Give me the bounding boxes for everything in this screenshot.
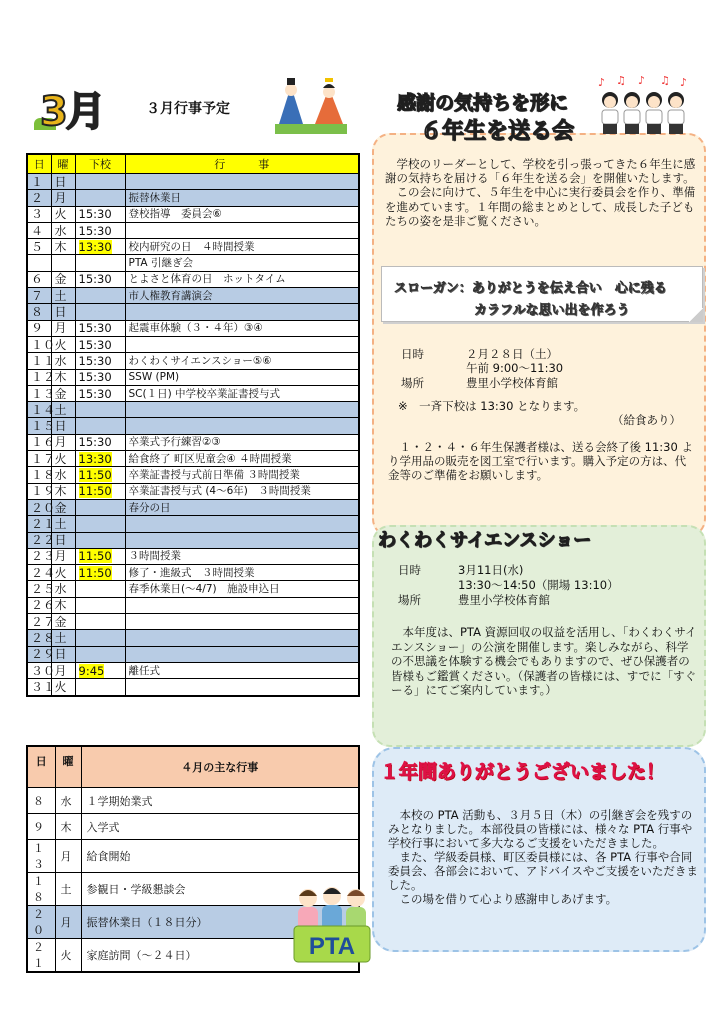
weekday-cell: 土 [51,288,75,304]
header-date: 日 [27,746,55,788]
dismissal-time-cell [75,597,125,613]
date-cell: １９ [27,483,51,499]
event-cell [125,336,359,352]
table-header [27,154,359,174]
dismissal-time-cell [75,222,125,238]
weekday-cell: 木 [51,597,75,613]
table-row [27,679,359,696]
event-cell [125,532,359,548]
weekday-cell: 水 [51,353,75,369]
date-cell: ９ [27,320,51,336]
page-title: ３月行事予定 [146,101,230,117]
date-cell: ６ [27,271,51,287]
event-cell: 修了・進級式 ３時間授業 [125,565,359,581]
weekday-cell: 木 [51,239,75,255]
date-cell: ２７ [27,614,51,630]
weekday-cell: 水 [51,222,75,238]
dismissal-time-cell [75,271,125,287]
event-cell: SSW (PM) [125,369,359,385]
send-off-place-label: 場所 [401,376,424,390]
date-cell: ２３ [27,548,51,564]
dismissal-time-cell [75,418,125,434]
event-cell: とよさと体育の日 ホットタイム [125,271,359,287]
weekday-cell: 月 [55,906,81,939]
singing-children-icon [594,74,694,136]
weekday-cell: 日 [51,174,75,190]
table-row [27,369,359,385]
table-header [27,746,359,788]
table-row [27,304,359,320]
send-off-text [385,157,697,228]
event-cell: 振替休業日 [125,190,359,206]
dismissal-time: 15:30 [78,353,112,368]
svg-text:♫: ♫ [660,74,670,87]
send-off-place: 豊里小学校体育館 [466,376,558,390]
date-cell: １３ [27,385,51,401]
science-date-label: 日時 [398,563,421,577]
event-cell [125,418,359,434]
pta-label: PTA [308,933,356,960]
table-row [27,630,359,646]
table-row [27,532,359,548]
date-cell: ８ [27,304,51,320]
weekday-cell: 土 [51,516,75,532]
event-cell [125,516,359,532]
date-cell: ７ [27,288,51,304]
thanks-text [388,808,698,906]
weekday-cell: 金 [51,271,75,287]
event-cell: 入学式 [81,814,359,840]
dismissal-time: 11:50 [78,549,112,564]
table-row [27,565,359,581]
event-cell: 登校指導 委員会⑥ [125,206,359,222]
weekday-cell: 金 [51,499,75,515]
guardian-note: １・２・４・６年生保護者様は、送る会終了後 11:30 より学用品の販売を図工室で行います。購入予定の方は、代金等のご準備をお願いします。 [388,440,693,483]
dismissal-time-cell [75,467,125,483]
dismissal-time: 15:30 [78,337,112,352]
dismissal-time-cell [75,255,125,271]
thanks-paragraph: この場を借りて心より感謝申しあげます。 [388,892,618,906]
weekday-cell: 月 [51,662,75,678]
table-row [27,840,359,873]
table-row [27,597,359,613]
table-row [27,646,359,662]
date-cell: ２ [27,190,51,206]
event-cell: 市人権教育講演会 [125,288,359,304]
date-cell: ４ [27,222,51,238]
dismissal-time-cell [75,369,125,385]
weekday-cell: 月 [51,548,75,564]
march-schedule-table [26,153,360,697]
weekday-cell [51,255,75,271]
dismissal-time-cell [75,385,125,401]
send-off-title-line1: 感謝の気持ちを形に [397,92,569,114]
event-cell [125,679,359,696]
table-row [27,581,359,597]
hina-dolls-icon [271,76,351,136]
weekday-cell: 月 [51,190,75,206]
send-off-note: ※ 一斉下校は 13:30 となります。 [398,399,586,413]
header-events: 行 事 [125,154,359,174]
table-row [27,499,359,515]
dismissal-time-cell [75,516,125,532]
table-row [27,190,359,206]
event-cell: 起震車体験（３・４年）③④ [125,320,359,336]
dismissal-time: 11:50 [78,467,112,482]
event-cell: 給食開始 [81,840,359,873]
slogan-line2: カラフルな思い出を作ろう [474,303,630,318]
weekday-cell: 日 [51,304,75,320]
dismissal-time-cell [75,679,125,696]
svg-text:♪: ♪ [680,76,688,89]
date-cell: ５ [27,239,51,255]
table-row [27,271,359,287]
dismissal-time-cell [75,353,125,369]
dismissal-time: 13:30 [78,239,112,254]
event-cell: 卒業式予行練習②③ [125,434,359,450]
date-cell: ２０ [27,499,51,515]
event-cell: 卒業証書授与式 (4～6年) ３時間授業 [125,483,359,499]
event-cell: 振替休業日（１８日分） [81,906,359,939]
header-weekday: 曜 [51,154,75,174]
svg-text:♪: ♪ [638,74,646,87]
dismissal-time-cell [75,646,125,662]
table-row [27,788,359,814]
weekday-cell: 火 [55,939,81,973]
table-row [27,614,359,630]
weekday-cell: 木 [55,814,81,840]
header-weekday: 曜 [55,746,81,788]
date-cell: ２４ [27,565,51,581]
date-cell: １８ [27,873,55,906]
date-cell: ９ [27,814,55,840]
event-cell [125,304,359,320]
date-cell: １３ [27,840,55,873]
dismissal-time-cell [75,614,125,630]
science-show-text: 本年度は、PTA 資源回収の収益を活用し、「わくわくサイエンスショー」の公演を開催します。楽しみながら、科学の不思議を体験する機会でもありますので、ぜひ保護者の皆様もご鑑賞ください。（保護者の皆様には、すでに「すぐーる」にてご案内しています。） [391,625,697,698]
thanks-title: １年間ありがとうございました！ [380,761,666,783]
science-date: 3月11日(水) [458,563,524,577]
event-cell: １学期始業式 [81,788,359,814]
dismissal-time-cell [75,320,125,336]
dismissal-time: 15:30 [78,223,112,238]
weekday-cell: 火 [51,206,75,222]
science-time: 13:30～14:50（開場 13:10） [458,578,619,592]
dismissal-time-cell [75,662,125,678]
send-off-note-lunch: （給食あり） [612,413,681,427]
dismissal-time-cell [75,581,125,597]
table-row [27,467,359,483]
send-off-title-line2: ６年生を送る会 [420,119,575,144]
dismissal-time-cell [75,630,125,646]
event-cell [125,174,359,190]
dismissal-time-cell [75,336,125,352]
date-cell: ３０ [27,662,51,678]
science-place: 豊里小学校体育館 [458,593,550,607]
dismissal-time: 15:30 [78,272,112,287]
dismissal-time-cell [75,548,125,564]
header-events: ４月の主な行事 [81,746,359,788]
science-show-title: わくわくサイエンスショー [378,530,592,551]
date-cell: １５ [27,418,51,434]
weekday-cell: 土 [55,873,81,906]
dismissal-time-cell [75,532,125,548]
event-cell: 校内研究の日 ４時間授業 [125,239,359,255]
date-cell: １７ [27,451,51,467]
weekday-cell: 木 [51,483,75,499]
table-row [27,814,359,840]
event-cell: PTA 引継ぎ会 [125,255,359,271]
dismissal-time: 11:50 [78,565,112,580]
date-cell: ８ [27,788,55,814]
header-date: 日 [27,154,51,174]
slogan-line1: スローガン：ありがとうを伝え合い 心に残る [394,281,667,296]
weekday-cell: 日 [51,418,75,434]
event-cell [125,646,359,662]
dismissal-time-cell [75,483,125,499]
dismissal-time-cell [75,565,125,581]
dismissal-time-cell [75,402,125,418]
pta-parents-icon [292,882,372,966]
table-row [27,402,359,418]
event-cell: 参観日・学級懇談会 [81,873,359,906]
dismissal-time: 15:30 [78,207,112,222]
event-cell [125,222,359,238]
dismissal-time: 11:50 [78,484,112,499]
weekday-cell: 木 [51,369,75,385]
thanks-paragraph: また、学級委員様、町区委員様には、各 PTA 行事や合同委員会、各部会において、アドバイスやご支援をいただきました。 [388,850,698,892]
dismissal-time: 15:30 [78,370,112,385]
date-cell: ３１ [27,679,51,696]
date-cell: ２１ [27,939,55,973]
table-row [27,353,359,369]
slogan-banner [381,266,703,322]
date-cell: ２０ [27,906,55,939]
weekday-cell: 土 [51,402,75,418]
event-cell [125,630,359,646]
header-dismissal: 下校 [75,154,125,174]
send-off-paragraph: 学校のリーダーとして、学校を引っ張ってきた６年生に感謝の気持ちを届ける「６年生を送る会」を開催いたします。 [385,157,696,186]
table-row [27,662,359,678]
weekday-cell: 火 [51,565,75,581]
send-off-date-label: 日時 [401,347,424,361]
table-row [27,548,359,564]
weekday-cell: 月 [51,434,75,450]
weekday-cell: 火 [51,451,75,467]
event-cell: 離任式 [125,662,359,678]
event-cell: 給食終了 町区児童会④ ４時間授業 [125,451,359,467]
month-logo: 3月 [40,89,104,135]
date-cell: ２５ [27,581,51,597]
dismissal-time-cell [75,304,125,320]
dismissal-time-cell [75,190,125,206]
weekday-cell: 火 [51,336,75,352]
table-row [27,222,359,238]
event-cell: 卒業証書授与式前日準備 ３時間授業 [125,467,359,483]
event-cell [125,597,359,613]
weekday-cell: 火 [51,679,75,696]
date-cell: ２２ [27,532,51,548]
event-cell: わくわくサイエンスショー⑤⑥ [125,353,359,369]
dismissal-time-cell [75,434,125,450]
dismissal-time-cell [75,499,125,515]
table-row [27,239,359,255]
table-row [27,288,359,304]
dismissal-time-cell [75,288,125,304]
send-off-time: 午前 9:00～11:30 [466,361,564,375]
dismissal-time: 15:30 [78,386,112,401]
date-cell: １６ [27,434,51,450]
date-cell: １２ [27,369,51,385]
weekday-cell: 水 [55,788,81,814]
date-cell: ３ [27,206,51,222]
event-cell: 春季休業日(～4/7) 施設申込日 [125,581,359,597]
page-fold-icon [689,308,703,322]
table-row [27,206,359,222]
weekday-cell: 水 [51,467,75,483]
header [38,80,358,140]
event-cell [125,614,359,630]
date-cell: ２８ [27,630,51,646]
dismissal-time-cell [75,206,125,222]
table-row [27,385,359,401]
send-off-paragraph: この会に向けて、５年生を中心に実行委員会を作り、準備を進めています。１年間の総まとめとして、成長した子どもたちの姿を是非ご覧ください。 [385,185,696,228]
weekday-cell: 月 [51,320,75,336]
svg-text:♪: ♪ [598,76,606,89]
table-row [27,255,359,271]
weekday-cell: 月 [55,840,81,873]
table-row [27,418,359,434]
send-off-date: ２月２８日（土） [466,347,558,361]
science-place-label: 場所 [398,593,421,607]
date-cell: １８ [27,467,51,483]
table-row [27,174,359,190]
date-cell: １１ [27,353,51,369]
dismissal-time: 15:30 [78,435,112,450]
table-row [27,516,359,532]
table-row [27,434,359,450]
table-row [27,336,359,352]
date-cell: ２１ [27,516,51,532]
table-row [27,483,359,499]
date-cell: ２６ [27,597,51,613]
dismissal-time: 15:30 [78,321,112,336]
date-cell: １０ [27,336,51,352]
weekday-cell: 水 [51,581,75,597]
weekday-cell: 金 [51,614,75,630]
table-row [27,451,359,467]
weekday-cell: 金 [51,385,75,401]
dismissal-time: 9:45 [78,663,105,678]
table-row [27,320,359,336]
weekday-cell: 土 [51,630,75,646]
thanks-paragraph: 本校の PTA 活動も、３月５日（木）の引継ぎ会を残すのみとなりました。本部役員の皆様には、様々な PTA 行事や学校行事において多大なるご支援をいただきました。 [388,808,693,850]
dismissal-time-cell [75,451,125,467]
event-cell: 家庭訪問（～２４日） [81,939,359,973]
dismissal-time-cell [75,174,125,190]
event-cell: ３時間授業 [125,548,359,564]
date-cell: １４ [27,402,51,418]
event-cell: SC(１日) 中学校卒業証書授与式 [125,385,359,401]
dismissal-time-cell [75,239,125,255]
event-cell: 春分の日 [125,499,359,515]
svg-text:♫: ♫ [616,74,626,87]
weekday-cell: 日 [51,532,75,548]
dismissal-time: 13:30 [78,451,112,466]
date-cell: ２９ [27,646,51,662]
event-cell [125,402,359,418]
date-cell [27,255,51,271]
date-cell: １ [27,174,51,190]
weekday-cell: 日 [51,646,75,662]
